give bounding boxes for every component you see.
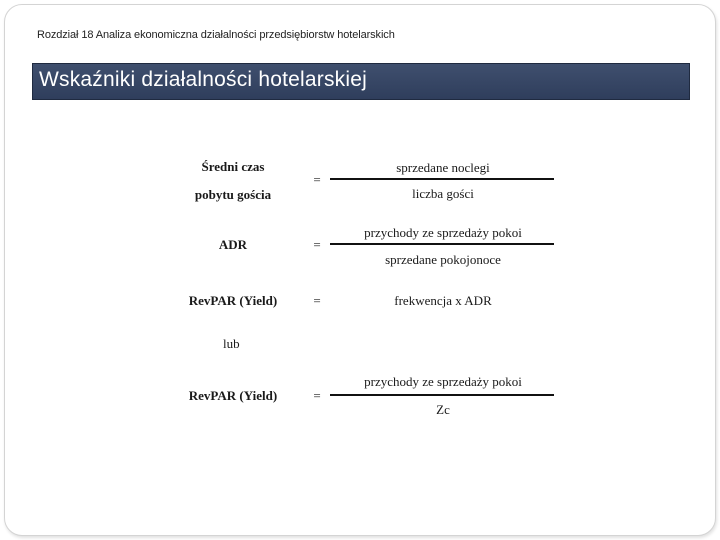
- adr-term: ADR: [218, 237, 248, 252]
- adr-denominator: sprzedane pokojonoce: [385, 252, 501, 267]
- avg-stay-term-line1: Średni czas: [201, 159, 265, 174]
- avg-stay-numerator: sprzedane noclegi: [396, 160, 490, 175]
- adr-equals: =: [313, 237, 321, 252]
- or-word: lub: [223, 336, 240, 351]
- adr-fraction-bar: [330, 243, 554, 245]
- revpar-term-1: RevPAR (Yield): [188, 293, 278, 308]
- adr-numerator: przychody ze sprzedaży pokoi: [364, 225, 522, 240]
- avg-stay-fraction-bar: [330, 178, 554, 180]
- revpar-numerator: przychody ze sprzedaży pokoi: [364, 374, 522, 389]
- revpar-term-2: RevPAR (Yield): [188, 388, 278, 403]
- avg-stay-term-line2: pobytu gościa: [194, 187, 272, 202]
- avg-stay-denominator: liczba gości: [412, 186, 474, 201]
- revpar-equals-1: =: [313, 293, 321, 308]
- chapter-heading: Rozdział 18 Analiza ekonomiczna działalności przedsiębiorstw hotelarskich: [37, 29, 395, 41]
- revpar-expression: frekwencja x ADR: [394, 293, 492, 308]
- revpar-equals-2: =: [313, 388, 321, 403]
- slide-title: Wskaźniki działalności hotelarskiej: [39, 68, 367, 91]
- avg-stay-equals: =: [313, 172, 321, 187]
- revpar-fraction-bar: [330, 394, 554, 396]
- revpar-denominator: Zc: [436, 402, 450, 417]
